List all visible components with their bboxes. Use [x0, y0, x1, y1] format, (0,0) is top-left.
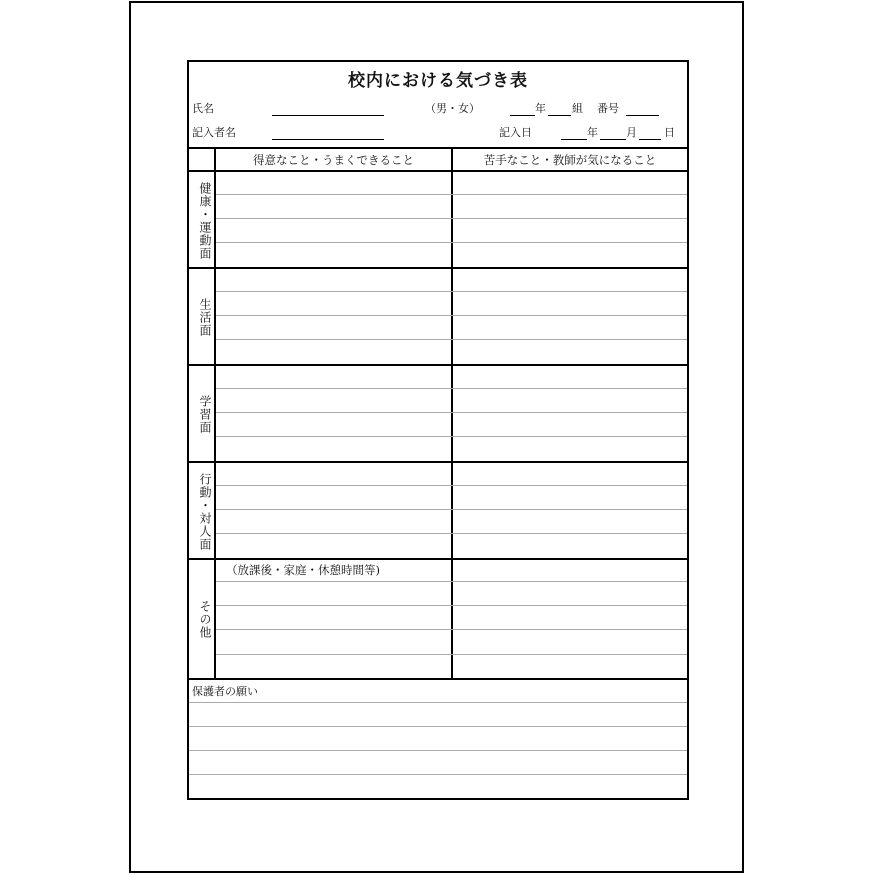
year-field[interactable]: [510, 115, 535, 116]
writing-line: [216, 339, 687, 340]
column-header-good: 得意なこと・うまくできること: [253, 153, 414, 167]
writing-line: [216, 291, 687, 292]
date-year-field[interactable]: [561, 139, 587, 140]
year-label: 年: [535, 102, 546, 115]
name-label: 氏名: [192, 102, 214, 115]
section-divider: [189, 558, 687, 560]
writing-line: [216, 412, 687, 413]
section-divider: [189, 364, 687, 366]
writing-line: [216, 436, 687, 437]
date-month-label: 月: [626, 126, 637, 139]
writing-line: [189, 774, 687, 775]
writing-line: [189, 726, 687, 727]
writing-line: [216, 654, 687, 655]
section-label-other: その他: [198, 599, 212, 639]
other-note: （放課後・家庭・休憩時間等): [226, 563, 380, 577]
writing-line: [216, 629, 687, 630]
section-divider: [189, 267, 687, 269]
date-year-label: 年: [587, 126, 598, 139]
section-divider: [189, 461, 687, 463]
writing-line: [216, 315, 687, 316]
guardian-label: 保護者の願い: [192, 685, 258, 698]
class-label: 組: [572, 102, 583, 115]
writing-line: [216, 242, 687, 243]
writing-line: [189, 702, 687, 703]
writer-field[interactable]: [272, 139, 384, 140]
class-field[interactable]: [548, 115, 571, 116]
writing-line: [216, 218, 687, 219]
section-label-study: 学習面: [198, 394, 212, 434]
observation-form: [187, 60, 689, 800]
guardian-divider: [189, 678, 687, 680]
date-day-field[interactable]: [639, 139, 661, 140]
writing-line: [216, 194, 687, 195]
column-header-weak: 苦手なこと・教師が気になること: [483, 153, 657, 167]
form-title: 校内における気づき表: [348, 71, 528, 91]
date-label: 記入日: [499, 126, 532, 139]
number-field[interactable]: [626, 115, 659, 116]
section-label-health: 健康・運動面: [198, 182, 212, 260]
section-label-behavior: 行動・対人面: [198, 473, 212, 551]
writer-label: 記入者名: [192, 126, 236, 139]
writing-line: [216, 509, 687, 510]
date-day-label: 日: [664, 126, 675, 139]
writing-line: [189, 750, 687, 751]
writing-line: [216, 581, 687, 582]
date-month-field[interactable]: [600, 139, 626, 140]
section-label-life: 生活面: [198, 297, 212, 337]
writing-line: [216, 605, 687, 606]
writing-line: [216, 388, 687, 389]
number-label: 番号: [597, 102, 619, 115]
writing-line: [216, 485, 687, 486]
name-field[interactable]: [272, 115, 384, 116]
writing-line: [216, 533, 687, 534]
label-column-border: [214, 147, 216, 680]
gender-label: （男・女）: [425, 102, 480, 115]
center-column-border: [451, 147, 453, 680]
